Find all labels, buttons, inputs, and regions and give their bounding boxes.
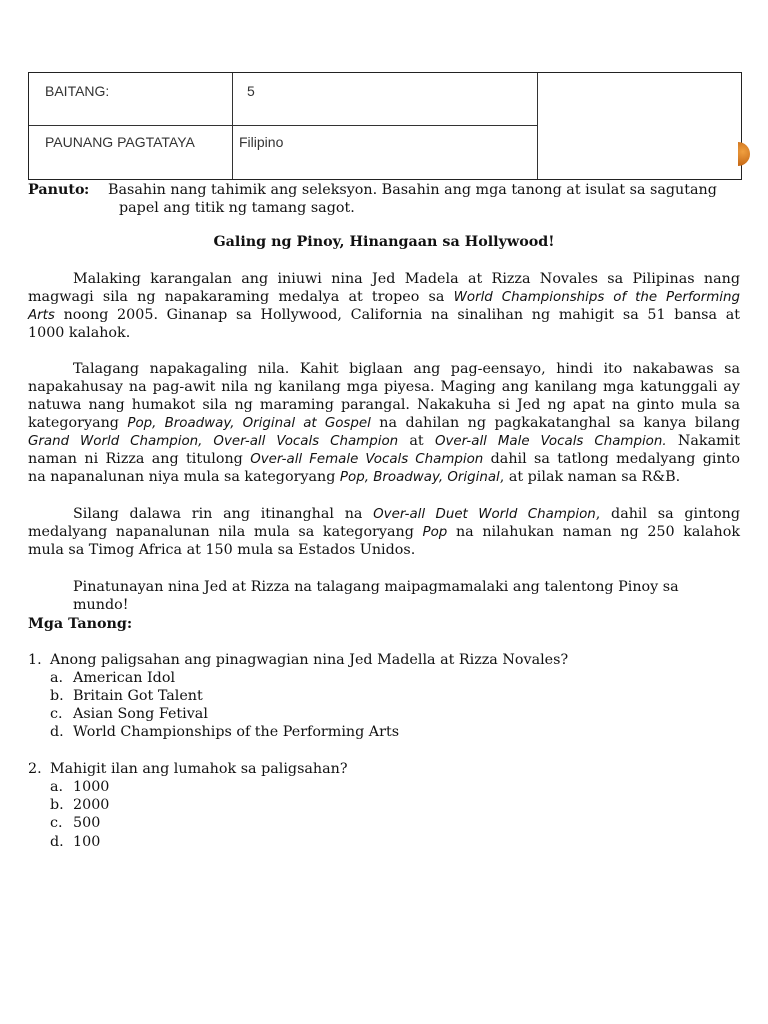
- paragraph-2-line: natuwa nang humakot sila ng maraming parangal. Nakakuha si Jed ng apat na ginto mula sa: [28, 397, 740, 413]
- paragraph-2-line: Grand World Champion, Over-all Vocals Champion at Over-all Male Vocals Champion. Nakamit: [28, 433, 740, 449]
- choice-letter: c.: [50, 706, 63, 722]
- choice-text: World Championships of the Performing Arts: [73, 724, 400, 740]
- paragraph-3-line: Silang dalawa rin ang itinanghal na Over-all Duet World Champion, dahil sa gintong: [73, 506, 741, 522]
- choice-letter: a.: [50, 670, 64, 686]
- choice-letter: b.: [50, 688, 64, 704]
- instructions-label: Panuto: [28, 182, 85, 198]
- choice-letter: c.: [50, 815, 63, 831]
- choice-letter: d.: [50, 724, 64, 740]
- grade-label: BAITANG:: [45, 83, 110, 99]
- choice-text: American Idol: [73, 670, 176, 686]
- choice-text: 2000: [73, 797, 110, 813]
- table-divider: [232, 73, 233, 179]
- choice-text: Britain Got Talent: [73, 688, 203, 704]
- subject-value: Filipino: [239, 134, 284, 150]
- choice-letter: b.: [50, 797, 64, 813]
- question-number: 1.: [28, 652, 42, 668]
- paragraph-2-line: kategoryang Pop, Broadway, Original at Gospel na dahilan ng pagkakatanghal sa kanya bilang: [28, 415, 740, 431]
- paragraph-2-line: na napanalunan niya mula sa kategoryang Pop, Broadway, Original, at pilak naman sa R&B.: [28, 469, 681, 485]
- paragraph-1-line: Malaking karangalan ang iniuwi nina Jed Madela at Rizza Novales sa Pilipinas nang: [73, 271, 740, 287]
- passage-title: Galing ng Pinoy, Hinangaan sa Hollywood!: [213, 234, 555, 250]
- decorative-sticker: [738, 142, 750, 166]
- question-number: 2.: [28, 761, 42, 777]
- table-divider: [29, 125, 538, 126]
- paragraph-3-line: mula sa Timog Africa at 150 mula sa Estados Unidos.: [28, 542, 416, 558]
- choice-text: 500: [73, 815, 101, 831]
- empty-box: [538, 73, 741, 178]
- instructions-colon: :: [84, 182, 90, 198]
- instructions-line-1: Basahin nang tahimik ang seleksyon. Basahin ang mga tanong at isulat sa sagutang: [108, 182, 717, 198]
- question-text: Anong paligsahan ang pinagwagian nina Jed Madella at Rizza Novales?: [50, 652, 569, 668]
- paragraph-1-line: magwagi sila ng napakaraming medalya at tropeo sa World Championships of the Performing: [28, 289, 741, 305]
- questions-heading: Mga Tanong:: [28, 616, 133, 632]
- choice-letter: d.: [50, 834, 64, 850]
- test-type-label: PAUNANG PAGTATAYA: [45, 134, 195, 150]
- paragraph-2-line: napakahusay na pag-awit nila ng kanilang mga piyesa. Maging ang kanilang mga katunggali ay: [28, 379, 740, 395]
- paragraph-3-line: medalyang napanalunan nila mula sa kategoryang Pop na nilahukan naman ng 250 kalahok: [28, 524, 741, 540]
- choice-text: 1000: [73, 779, 110, 795]
- choice-text: Asian Song Fetival: [73, 706, 208, 722]
- paragraph-4-line: Pinatunayan nina Jed at Rizza na talagang maipagmamalaki ang talentong Pinoy sa: [73, 579, 679, 595]
- choice-letter: a.: [50, 779, 64, 795]
- instructions-line-2: papel ang titik ng tamang sagot.: [119, 200, 355, 216]
- paragraph-1-line: Arts noong 2005. Ginanap sa Hollywood, California na sinalihan ng mahigit sa 51 bansa at: [28, 307, 740, 323]
- paragraph-2-line: Talagang napakagaling nila. Kahit biglaan ang pag-eensayo, hindi ito nakabawas sa: [73, 361, 740, 377]
- paragraph-2-line: naman ni Rizza ang titulong Over-all Female Vocals Champion dahil sa tatlong medalyang ginto: [28, 451, 741, 467]
- header-table: [28, 72, 742, 180]
- choice-text: 100: [73, 834, 101, 850]
- paragraph-4-line: mundo!: [73, 597, 129, 613]
- paragraph-1-line: 1000 kalahok.: [28, 325, 131, 341]
- grade-value: 5: [247, 83, 255, 99]
- question-text: Mahigit ilan ang lumahok sa paligsahan?: [50, 761, 348, 777]
